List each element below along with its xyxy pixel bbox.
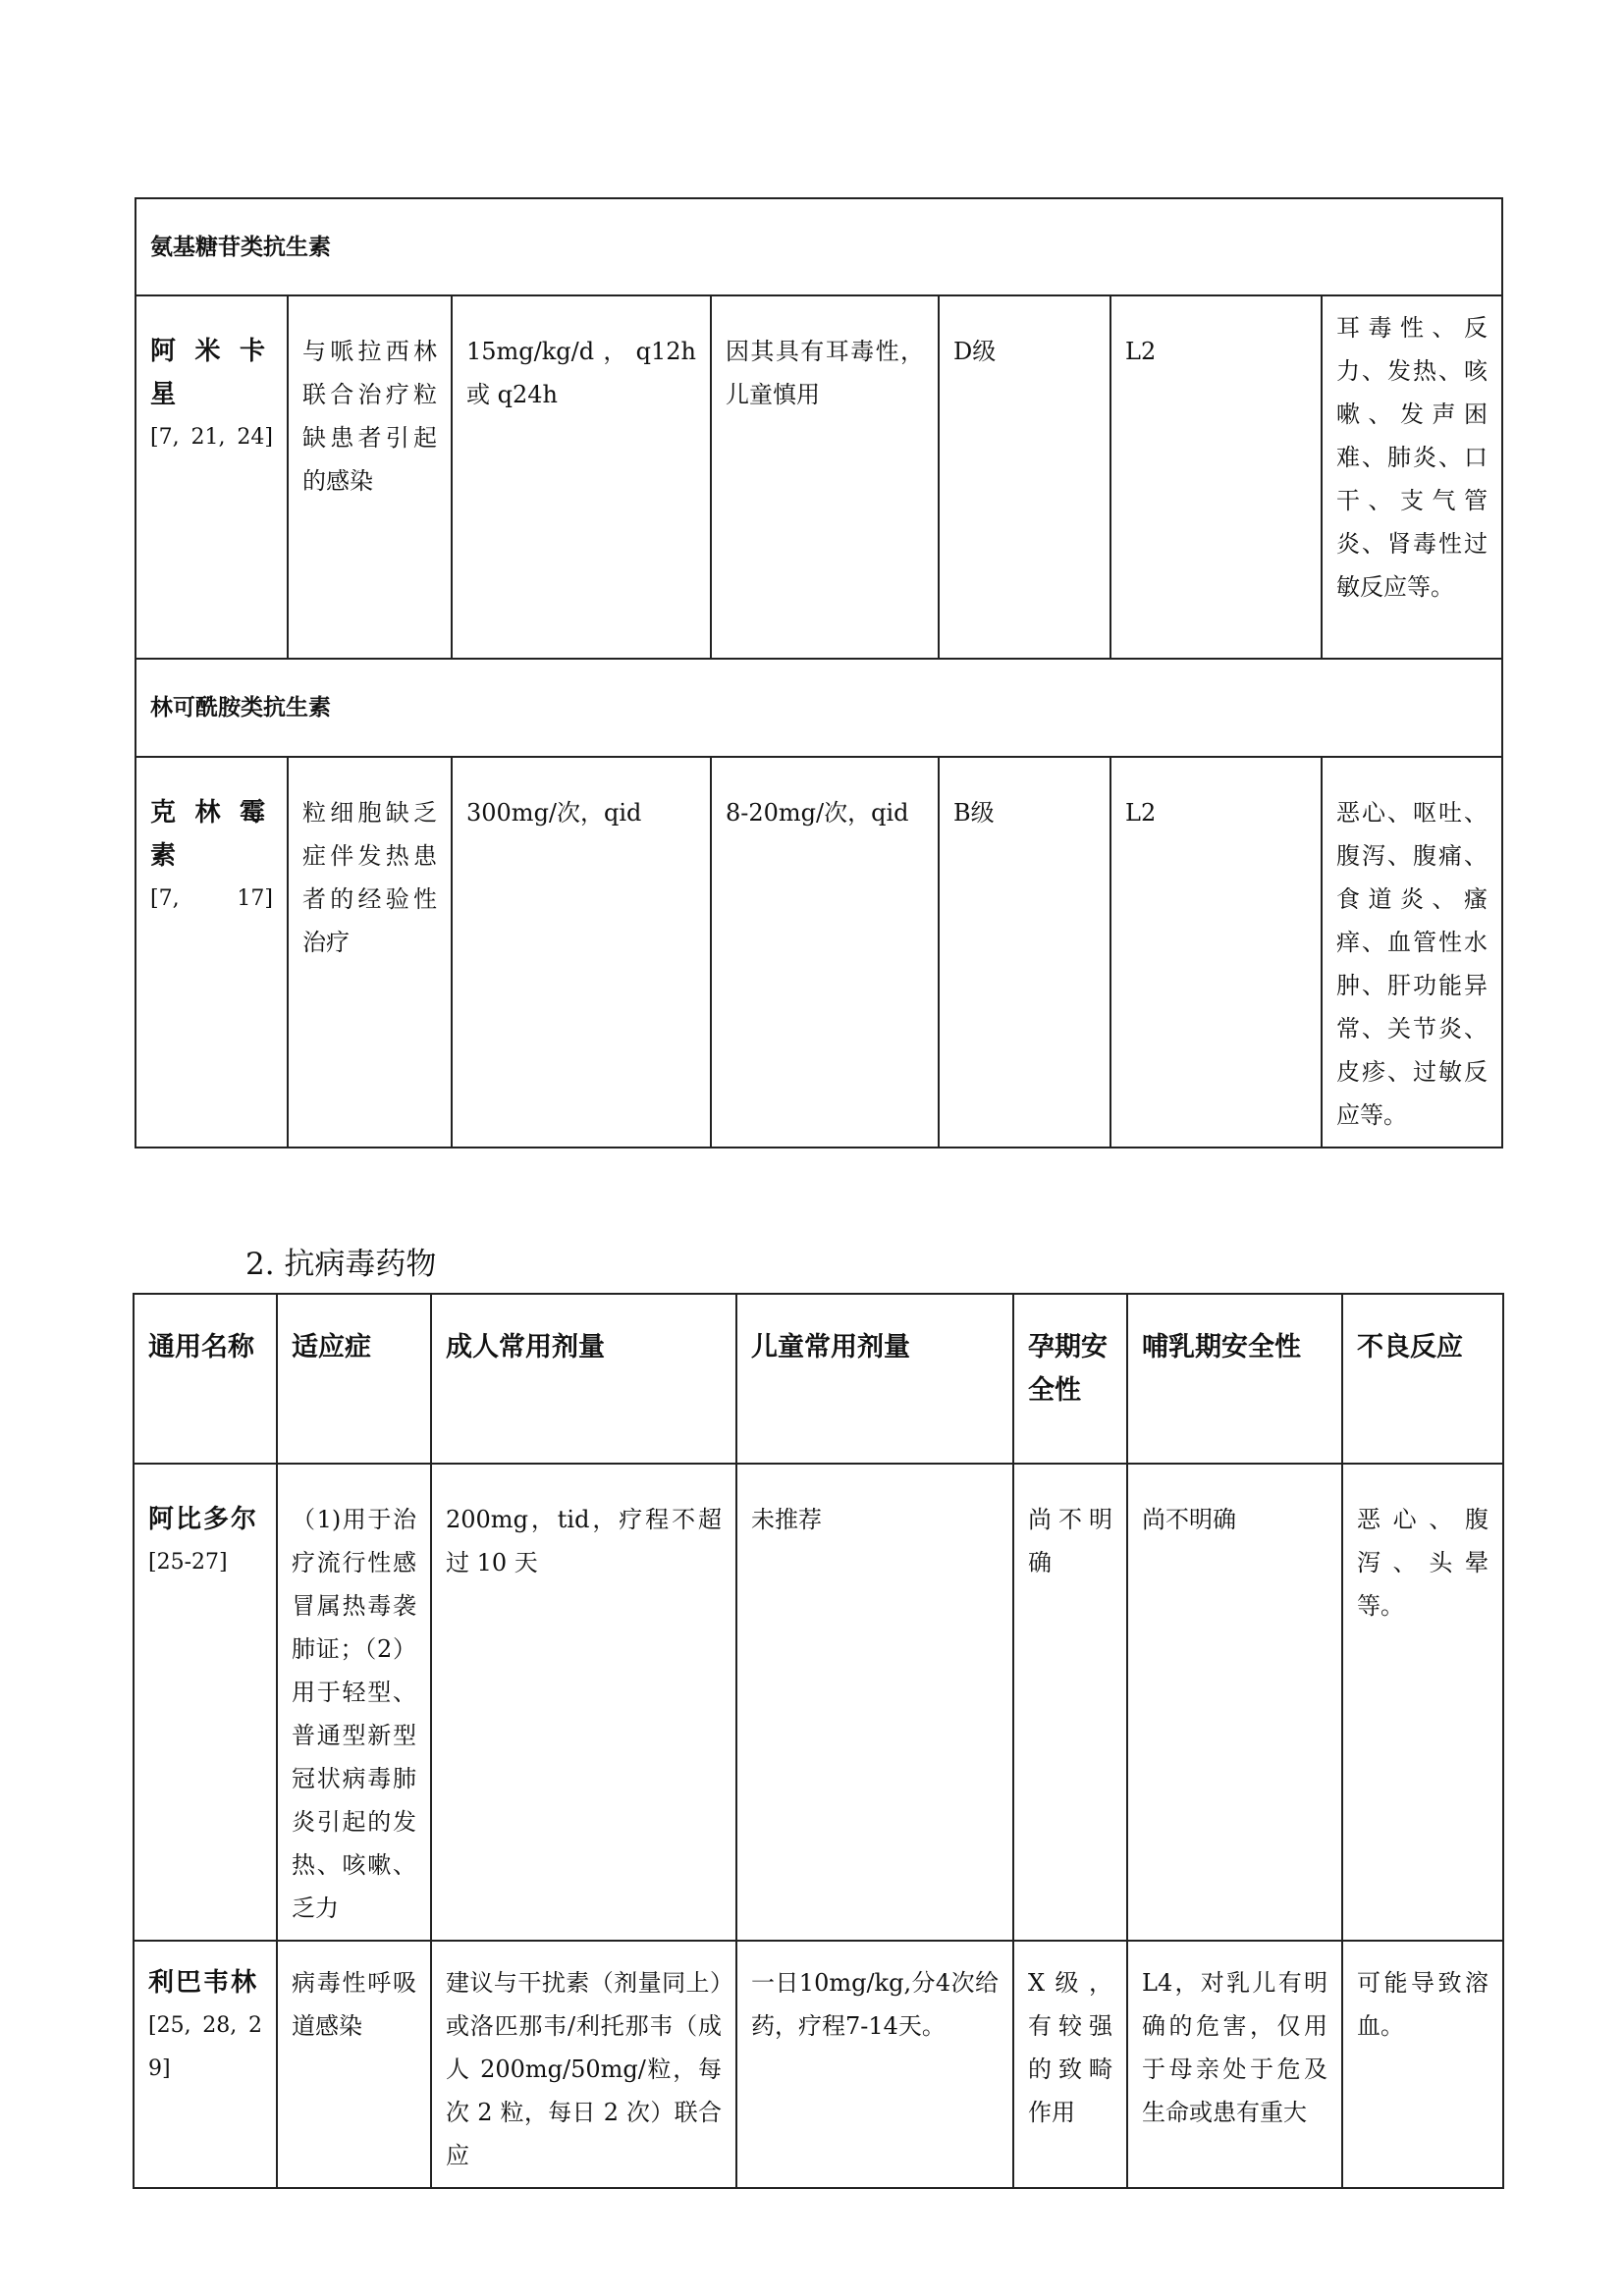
- pregnancy-cell: X级，有较强的致畸作用: [1013, 1941, 1127, 2188]
- pregnancy-cell: 尚不明确: [1013, 1464, 1127, 1941]
- section-heading-antivirals: 2. 抗病毒药物: [245, 1247, 437, 1282]
- lactation-cell: L2: [1110, 295, 1322, 659]
- adverse-cell: 耳毒性、反力、发热、咳嗽、发声困难、肺炎、口干、支气管炎、肾毒性过敏反应等。: [1322, 295, 1502, 659]
- pregnancy-cell: B级: [939, 757, 1110, 1148]
- drug-name-cell: [135, 295, 288, 659]
- drug-reference: [7, 21, 24]: [150, 425, 273, 450]
- indication-cell: 粒细胞缺乏症伴发热患者的经验性治疗: [288, 757, 452, 1148]
- section-title-aminoglycosides: 氨基糖苷类抗生素: [135, 198, 1502, 295]
- adult-dose-cell: 建议与干扰素（剂量同上）或洛匹那韦/利托那韦（成人 200mg/50mg/粒，每次 2 粒，每日 2 次）联合应: [431, 1941, 736, 2188]
- header-adverse: 不良反应: [1342, 1294, 1503, 1464]
- drug-name: 克林霉素: [150, 798, 273, 871]
- header-name: 通用名称: [134, 1294, 277, 1464]
- indication-cell: 病毒性呼吸道感染: [277, 1941, 431, 2188]
- child-dose-cell: 8-20mg/次，qid: [711, 757, 939, 1148]
- drug-name: 阿米卡星: [150, 337, 273, 409]
- adverse-cell: 恶心、腹泻、头晕等。: [1342, 1464, 1503, 1941]
- antivirals-table: [133, 1293, 1504, 2189]
- section-title-lincosamides: 林可酰胺类抗生素: [135, 659, 1502, 757]
- drug-reference: [25-27]: [148, 1550, 228, 1575]
- lactation-cell: 尚不明确: [1127, 1464, 1342, 1941]
- adverse-cell: 可能导致溶血。: [1342, 1941, 1503, 2188]
- header-adult-dose: 成人常用剂量: [431, 1294, 736, 1464]
- drug-reference: [25, 28, 29]: [148, 2013, 262, 2081]
- header-child-dose: 儿童常用剂量: [736, 1294, 1013, 1464]
- drug-name-cell: [135, 757, 288, 1148]
- indication-cell: （1)用于治疗流行性感冒属热毒袭肺证；（2）用于轻型、普通型新型冠状病毒肺炎引起的发热、咳嗽、乏力: [277, 1464, 431, 1941]
- child-dose-cell: 因其具有耳毒性，儿童慎用: [711, 295, 939, 659]
- pregnancy-cell: D级: [939, 295, 1110, 659]
- drug-name-cell: [134, 1464, 277, 1941]
- adult-dose-cell: 15mg/kg/d，q12h 或 q24h: [452, 295, 711, 659]
- adverse-cell: 恶心、呕吐、腹泻、腹痛、食道炎、瘙痒、血管性水肿、肝功能异常、关节炎、皮疹、过敏反应等。: [1322, 757, 1502, 1148]
- indication-cell: 与哌拉西林联合治疗粒缺患者引起的感染: [288, 295, 452, 659]
- antibiotics-table: [135, 197, 1503, 1148]
- adult-dose-cell: 300mg/次，qid: [452, 757, 711, 1148]
- drug-name: 阿比多尔: [148, 1505, 259, 1534]
- header-pregnancy: 孕期安全性: [1013, 1294, 1127, 1464]
- drug-name: 利巴韦林: [148, 1968, 259, 1998]
- child-dose-cell: 未推荐: [736, 1464, 1013, 1941]
- header-lactation: 哺乳期安全性: [1127, 1294, 1342, 1464]
- lactation-cell: L4，对乳儿有明确的危害，仅用于母亲处于危及生命或患有重大: [1127, 1941, 1342, 2188]
- drug-name-cell: [134, 1941, 277, 2188]
- adult-dose-cell: 200mg，tid，疗程不超过 10 天: [431, 1464, 736, 1941]
- header-indication: 适应症: [277, 1294, 431, 1464]
- drug-reference: [7, 17]: [150, 886, 273, 911]
- child-dose-cell: 一日10mg/kg,分4次给药，疗程7-14天。: [736, 1941, 1013, 2188]
- lactation-cell: L2: [1110, 757, 1322, 1148]
